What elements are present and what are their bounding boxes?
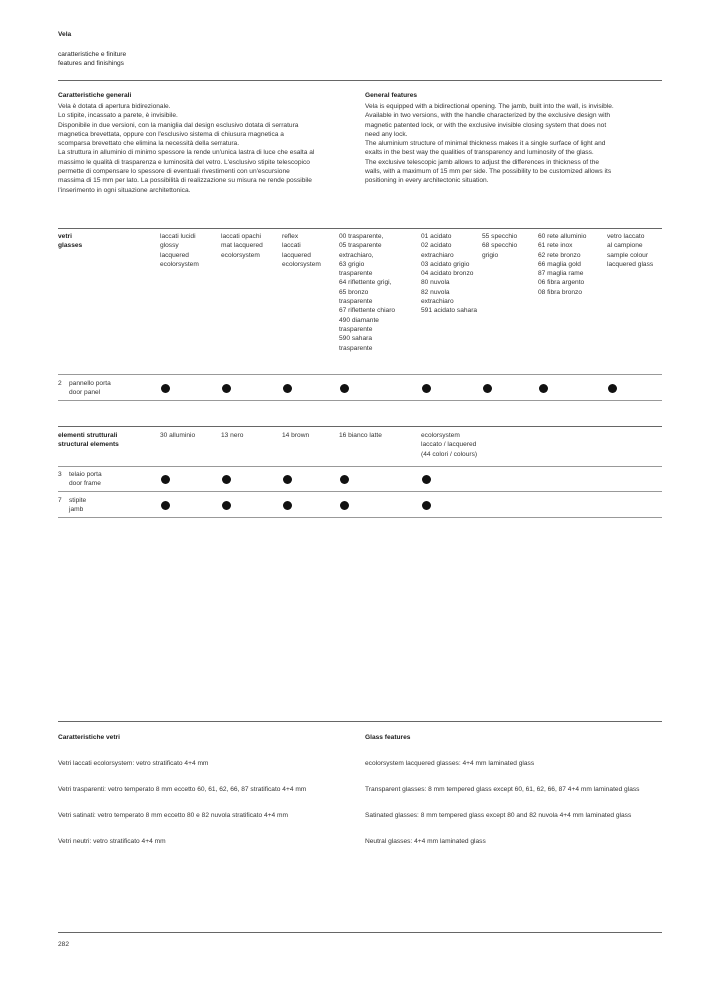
glass-en-line: ecolorsystem lacquered glasses: 4+4 mm laminated glass [365, 760, 535, 767]
glass-en-line: Satinated glasses: 8 mm tempered glass except 80 and 82 nuvola 4+4 mm laminated glass [365, 812, 632, 819]
glass-column-header: 01 acidato 02 acidato extrachiaro 03 acidato grigio 04 acidato bronzo 80 nuvola 82 nuvola extrachiaro 591 acidato sahara [421, 233, 478, 315]
available-dot-icon [161, 475, 170, 484]
glass-column-header: laccati lucidi glossy lacquered ecolorsystem [160, 233, 199, 268]
divider [58, 466, 662, 467]
available-dot-icon [161, 501, 170, 510]
available-dot-icon [340, 384, 349, 393]
divider [58, 932, 662, 933]
glass-en-list [365, 744, 639, 861]
glass-it-line: Vetri trasparenti: vetro temperato 8 mm eccetto 60, 61, 62, 66, 87 stratificato 4+4 mm [58, 786, 307, 793]
structural-column-header: 13 nero [221, 432, 244, 439]
available-dot-icon [222, 384, 231, 393]
row-label: stipite jamb [69, 497, 87, 514]
glass-it-line: Vetri laccati ecolorsystem: vetro stratificato 4+4 mm [58, 760, 209, 767]
glass-it-line: Vetri satinati: vetro temperato 8 mm eccetto 80 e 82 nuvola stratificato 4+4 mm [58, 812, 288, 819]
glass-en-heading: Glass features [365, 734, 411, 741]
available-dot-icon [422, 384, 431, 393]
available-dot-icon [483, 384, 492, 393]
glass-column-header: vetro laccato al campione sample colour lacquered glass [607, 233, 654, 268]
available-dot-icon [283, 501, 292, 510]
divider [58, 426, 662, 427]
row-label: telaio porta door frame [69, 471, 102, 488]
glass-column-header: reflex laccati lacquered ecolorsystem [282, 233, 321, 268]
structural-column-header: ecolorsystem laccato / lacquered (44 colori / colours) [421, 432, 478, 458]
page-number: 282 [58, 941, 70, 948]
subtitle-en: features and finishings [58, 60, 124, 67]
row-number: 3 [58, 471, 62, 478]
subtitle-it: caratteristiche e finiture [58, 51, 127, 58]
glass-en-line: Transparent glasses: 8 mm tempered glass except 60, 61, 62, 66, 87 4+4 mm laminated glass [365, 786, 640, 793]
glass-en-line: Neutral glasses: 4+4 mm laminated glass [365, 838, 486, 845]
structural-column-header: 14 brown [282, 432, 310, 439]
divider [58, 228, 662, 229]
divider [58, 491, 662, 492]
general-en-body: Vela is equipped with a bidirectional opening. The jamb, built into the wall, is invisible. Available in two versions, with the handle characterized by the exclusive design with magnetic patented lock, or with the exclusive invisible closing system that does not need any lock. The aluminium structure of minimal thickness makes it a single surface of light and exalts in the best way the qualities of transparency and luminosity of the glass. The exclusive telescopic jamb allows to adjust the differences in thickness of the walls, with a maximum of 15 mm per side. The possibility to be customized allows its positioning in every architectonic situation. [365, 103, 614, 185]
row-label: pannello porta door panel [69, 380, 111, 397]
glass-column-header: laccati opachi mat lacquered ecolorsystem [221, 233, 263, 259]
glass-it-heading: Caratteristiche vetri [58, 734, 120, 741]
available-dot-icon [422, 501, 431, 510]
available-dot-icon [222, 475, 231, 484]
available-dot-icon [539, 384, 548, 393]
divider [58, 721, 662, 722]
divider [58, 80, 662, 81]
glass-it-list [58, 744, 306, 861]
available-dot-icon [283, 384, 292, 393]
glass-it-line: Vetri neutri: vetro stratificato 4+4 mm [58, 838, 166, 845]
general-en-heading: General features [365, 92, 418, 99]
available-dot-icon [422, 475, 431, 484]
general-it-body: Vela è dotata di apertura bidirezionale. Lo stipite, incassato a parete, è invisibile. Disponibile in due versioni, con la maniglia dal design esclusivo dotata di serratura magnetica brevettata, oppure con l'esclusivo sistema di chiusura magnetica a scomparsa brevettato che elimina la necessità della serratura. La struttura in alluminio di minimo spessore la rende un'unica lastra di luce che esalta al massimo le qualità di trasparenza e luminosità del vetro. L'esclusivo stipite telescopico permette di compensare lo spessore di eventuali rivestimenti con un'escursione massima di 15 mm per lato. La possibilità di realizzazione su misura ne rende possibile l'inserimento in ogni situazione architettonica. [58, 103, 315, 194]
available-dot-icon [608, 384, 617, 393]
glasses-label: vetri glasses [58, 233, 83, 250]
row-number: 2 [58, 380, 62, 387]
glass-column-header: 60 rete alluminio 61 rete inox 62 rete bronzo 66 maglia gold 87 maglia rame 06 fibra argento 08 fibra bronzo [538, 233, 587, 296]
row-number: 7 [58, 497, 62, 504]
available-dot-icon [161, 384, 170, 393]
available-dot-icon [340, 475, 349, 484]
structural-column-header: 16 bianco latte [339, 432, 382, 439]
available-dot-icon [340, 501, 349, 510]
divider [58, 517, 662, 518]
glass-column-header: 55 specchio 68 specchio grigio [482, 233, 518, 259]
available-dot-icon [222, 501, 231, 510]
product-title: Vela [58, 31, 72, 38]
divider [58, 400, 662, 401]
structural-column-header: 30 alluminio [160, 432, 196, 439]
divider [58, 374, 662, 375]
available-dot-icon [283, 475, 292, 484]
glass-column-header: 00 trasparente, 05 trasparente extrachiaro, 63 grigio trasparente 64 riflettente grigi, 65 bronzo trasparente 67 riflettente chiaro 490 diamante trasparente 590 sahara trasparente [339, 233, 396, 352]
structural-label: elementi strutturali structural elements [58, 432, 119, 449]
general-it-heading: Caratteristiche generali [58, 92, 132, 99]
